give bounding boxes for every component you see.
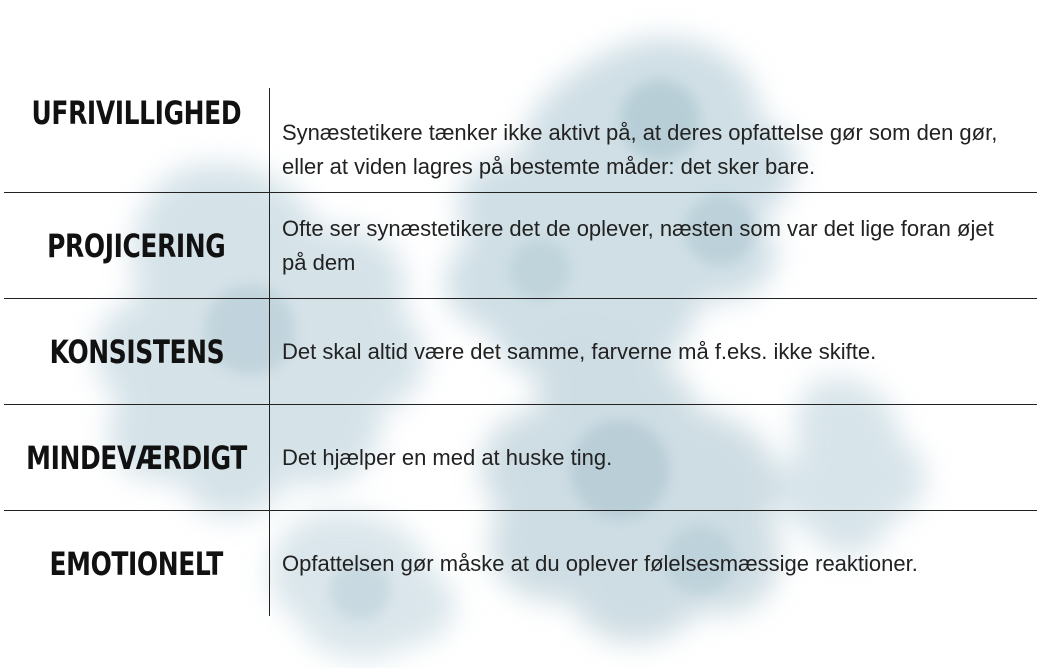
description-text: Synæstetikere tænker ikke aktivt på, at deres opfattelse gør som den gør, eller at viden lagres på bestemte måder: det sker bare. xyxy=(282,120,998,179)
description-cell xyxy=(270,88,1037,192)
description-cell xyxy=(270,193,1037,298)
term-cell xyxy=(4,511,270,616)
description-text: Ofte ser synæstetikere det de oplever, næsten som var det lige foran øjet på dem xyxy=(282,215,994,275)
table-row xyxy=(4,88,1037,193)
term-label: EMOTIONELT xyxy=(49,544,224,583)
term-label: UFRIVILLIGHED xyxy=(31,94,242,132)
term-cell xyxy=(4,88,270,192)
description-text: Det skal altid være det samme, farverne må f.eks. ikke skifte. xyxy=(282,338,877,364)
term-cell xyxy=(4,299,270,404)
term-label: MINDEVÆRDIGT xyxy=(26,438,247,477)
description-text: Opfattelsen gør måske at du oplever følelsesmæssige reaktioner. xyxy=(282,550,918,576)
description-cell xyxy=(270,299,1037,404)
table-row xyxy=(4,193,1037,299)
term-label: PROJICERING xyxy=(47,226,226,265)
table-row xyxy=(4,511,1037,616)
term-label: KONSISTENS xyxy=(49,332,224,371)
term-cell xyxy=(4,193,270,298)
term-cell xyxy=(4,405,270,510)
table-row xyxy=(4,405,1037,511)
description-cell xyxy=(270,405,1037,510)
description-cell xyxy=(270,511,1037,616)
table-row xyxy=(4,299,1037,405)
synesthesia-characteristics-table xyxy=(4,88,1037,616)
description-text: Det hjælper en med at huske ting. xyxy=(282,444,613,470)
